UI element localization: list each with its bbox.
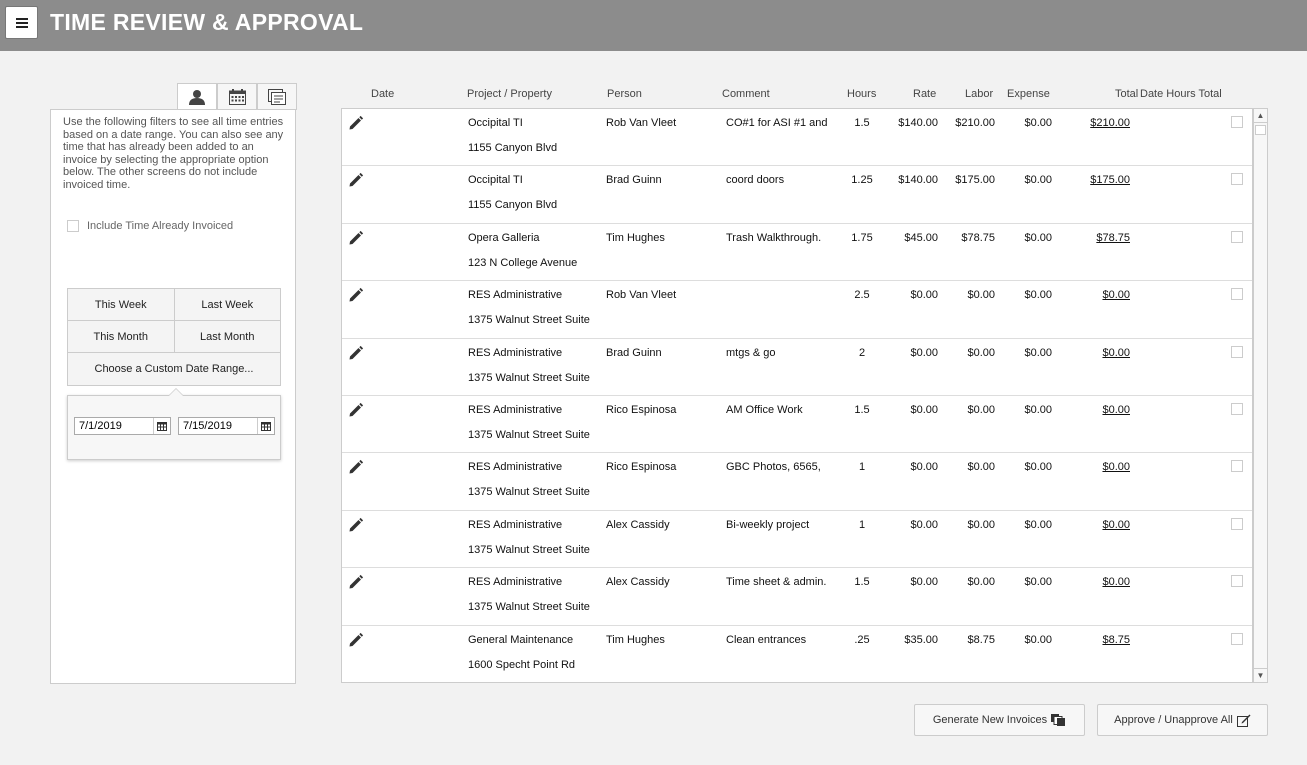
scroll-down-arrow-icon[interactable]: ▼ <box>1254 668 1267 682</box>
approve-row-checkbox[interactable] <box>1231 403 1243 415</box>
project-name: General Maintenance <box>468 633 574 646</box>
approve-row-checkbox[interactable] <box>1231 173 1243 185</box>
edit-pencil-icon[interactable] <box>348 345 364 364</box>
expense-value: $0.00 <box>1024 289 1052 302</box>
project-name: RES Administrative <box>468 346 563 359</box>
total-link[interactable]: $0.00 <box>1102 461 1130 474</box>
table-row[interactable] <box>342 626 1252 683</box>
rate-value: $140.00 <box>898 117 938 129</box>
person-name: Rico Espinosa <box>606 403 677 416</box>
comment-text: AM Office Work <box>726 403 803 416</box>
this-week-button[interactable]: This Week <box>94 298 147 311</box>
table-row[interactable] <box>342 109 1252 166</box>
expense-value: $0.00 <box>1024 174 1052 187</box>
top-bar <box>0 0 1307 51</box>
start-date-input[interactable] <box>75 420 153 432</box>
hours-value: 1 <box>858 461 866 474</box>
rate-value: $35.00 <box>904 633 938 646</box>
filter-panel <box>50 109 296 684</box>
generate-invoices-label: Generate New Invoices <box>932 714 1048 726</box>
table-row[interactable] <box>342 339 1252 396</box>
property-address: 123 N College Avenue <box>468 256 578 269</box>
end-date-field <box>178 417 275 435</box>
project-name: RES Administrative <box>468 518 563 531</box>
column-header-total[interactable]: Total <box>1115 88 1139 100</box>
expense-value: $0.00 <box>1024 346 1052 359</box>
calendar-icon <box>229 89 246 105</box>
filter-tabs <box>177 83 297 110</box>
tab-invoice-filter[interactable] <box>257 83 297 110</box>
labor-value: $8.75 <box>967 633 995 646</box>
include-invoiced-option <box>67 220 233 232</box>
project-name: RES Administrative <box>468 403 563 416</box>
rate-value: $0.00 <box>910 346 938 359</box>
hours-value: 1.25 <box>851 174 873 187</box>
project-name: RES Administrative <box>468 576 563 589</box>
hours-value: 2 <box>858 346 866 359</box>
column-header-rate[interactable]: Rate <box>913 88 937 100</box>
comment-text: coord doors <box>726 174 785 187</box>
total-link[interactable]: $0.00 <box>1102 576 1130 589</box>
hours-value: .25 <box>854 633 870 646</box>
tab-person-filter[interactable] <box>177 83 217 110</box>
total-link[interactable]: $0.00 <box>1102 346 1130 359</box>
hamburger-icon <box>16 18 28 28</box>
table-row[interactable] <box>342 166 1252 223</box>
hours-value: 1.5 <box>854 117 870 129</box>
copy-documents-icon <box>1051 714 1066 726</box>
hours-value: 2.5 <box>854 289 870 302</box>
hamburger-menu-button[interactable] <box>5 6 38 39</box>
edit-pencil-icon[interactable] <box>348 115 364 134</box>
person-name: Rob Van Vleet <box>606 117 677 129</box>
column-header-project[interactable]: Project / Property <box>467 88 552 100</box>
expense-value: $0.00 <box>1024 518 1052 531</box>
total-link[interactable]: $78.75 <box>1096 231 1130 244</box>
rate-value: $0.00 <box>910 518 938 531</box>
hours-value: 1 <box>858 518 866 531</box>
tab-date-filter[interactable] <box>217 83 257 110</box>
comment-text: GBC Photos, 6565, <box>726 461 821 474</box>
last-week-button[interactable]: Last Week <box>174 289 281 320</box>
column-header-hours[interactable]: Hours <box>847 88 877 100</box>
column-header-person[interactable]: Person <box>607 88 642 100</box>
total-link[interactable]: $0.00 <box>1102 403 1130 416</box>
calendar-icon <box>261 422 271 431</box>
approve-row-checkbox[interactable] <box>1231 575 1243 587</box>
edit-pencil-icon[interactable] <box>348 459 364 478</box>
table-row[interactable] <box>342 511 1252 568</box>
expense-value: $0.00 <box>1024 403 1052 416</box>
custom-date-range-popover <box>67 395 281 460</box>
edit-pencil-icon[interactable] <box>348 574 364 593</box>
documents-icon <box>268 89 286 105</box>
labor-value: $210.00 <box>955 117 995 129</box>
column-header-comment[interactable]: Comment <box>722 88 770 100</box>
approve-row-checkbox[interactable] <box>1231 633 1243 645</box>
comment-text: Clean entrances <box>726 633 807 646</box>
approve-row-checkbox[interactable] <box>1231 518 1243 530</box>
start-date-field <box>74 417 171 435</box>
expense-value: $0.00 <box>1024 461 1052 474</box>
edit-pencil-icon[interactable] <box>348 402 364 421</box>
expense-value: $0.00 <box>1024 633 1052 646</box>
approve-unapprove-all-label: Approve / Unapprove All <box>1114 714 1233 726</box>
expense-value: $0.00 <box>1024 576 1052 589</box>
table-row[interactable] <box>342 453 1252 510</box>
total-link[interactable]: $0.00 <box>1102 518 1130 531</box>
approve-unapprove-all-button[interactable] <box>1097 704 1268 736</box>
property-address: 1375 Walnut Street Suite <box>468 601 590 614</box>
start-date-picker-button[interactable] <box>153 418 170 434</box>
labor-value: $78.75 <box>961 231 995 244</box>
property-address: 1155 Canyon Blvd <box>468 142 558 154</box>
rate-value: $0.00 <box>910 403 938 416</box>
comment-text: Trash Walkthrough. <box>726 231 822 244</box>
edit-pencil-icon[interactable] <box>348 287 364 306</box>
comment-text: mtgs & go <box>726 346 776 359</box>
property-address: 1375 Walnut Street Suite <box>468 543 590 556</box>
table-row[interactable] <box>342 568 1252 625</box>
column-header-date-hours-total[interactable]: Date Hours Total <box>1140 88 1222 100</box>
table-header <box>341 84 1261 106</box>
person-name: Rico Espinosa <box>606 461 677 474</box>
table-row[interactable] <box>342 281 1252 338</box>
property-address: 1375 Walnut Street Suite <box>468 314 590 327</box>
comment-text: Time sheet & admin. <box>726 576 827 589</box>
edit-pencil-icon[interactable] <box>348 517 364 536</box>
expense-value: $0.00 <box>1024 117 1052 129</box>
edit-pencil-icon[interactable] <box>348 230 364 249</box>
person-name: Tim Hughes <box>606 231 665 244</box>
person-icon <box>188 89 206 105</box>
approve-row-checkbox[interactable] <box>1231 346 1243 358</box>
time-entries-table <box>341 108 1253 683</box>
person-name: Tim Hughes <box>606 633 665 646</box>
table-row[interactable] <box>342 224 1252 281</box>
property-address: 1155 Canyon Blvd <box>468 199 558 212</box>
comment-text: CO#1 for ASI #1 and <box>726 117 828 129</box>
comment-text: Bi-weekly project <box>726 518 810 531</box>
person-name: Alex Cassidy <box>606 576 670 589</box>
custom-date-range-button[interactable]: Choose a Custom Date Range... <box>94 363 254 375</box>
labor-value: $0.00 <box>967 461 995 474</box>
column-header-date[interactable]: Date <box>371 88 395 100</box>
labor-value: $0.00 <box>967 346 995 359</box>
total-link[interactable]: $0.00 <box>1102 289 1130 302</box>
project-name: Occipital TI <box>468 117 523 129</box>
generate-invoices-button[interactable] <box>914 704 1085 736</box>
include-invoiced-label: Include Time Already Invoiced <box>87 220 234 232</box>
edit-square-icon <box>1237 714 1251 727</box>
rate-value: $140.00 <box>898 174 938 187</box>
hours-value: 1.75 <box>851 231 873 244</box>
approve-row-checkbox[interactable] <box>1231 116 1243 128</box>
table-row[interactable] <box>342 396 1252 453</box>
expense-value: $0.00 <box>1024 231 1052 244</box>
rate-value: $0.00 <box>910 289 938 302</box>
labor-value: $175.00 <box>955 174 995 187</box>
scroll-up-arrow-icon[interactable]: ▲ <box>1254 109 1267 123</box>
quick-date-ranges <box>67 288 281 386</box>
total-link[interactable]: $210.00 <box>1090 117 1130 129</box>
this-month-button[interactable]: This Month <box>93 330 148 343</box>
project-name: Occipital TI <box>468 174 523 187</box>
column-header-labor[interactable]: Labor <box>965 88 994 100</box>
project-name: RES Administrative <box>468 461 563 474</box>
edit-pencil-icon[interactable] <box>348 172 364 191</box>
person-name: Rob Van Vleet <box>606 289 677 302</box>
property-address: 1375 Walnut Street Suite <box>468 486 590 499</box>
include-invoiced-checkbox[interactable] <box>67 220 79 232</box>
scrollbar-thumb[interactable] <box>1255 125 1266 135</box>
filter-description: Use the following filters to see all time entries based on a date range. You can also see any time that has already been added to an invoice by selecting the appropriate option below. The other screens do not include invoiced time. <box>63 116 284 191</box>
total-link[interactable]: $8.75 <box>1102 633 1130 646</box>
labor-value: $0.00 <box>967 576 995 589</box>
end-date-input[interactable] <box>179 420 257 432</box>
approve-row-checkbox[interactable] <box>1231 231 1243 243</box>
labor-value: $0.00 <box>967 518 995 531</box>
approve-row-checkbox[interactable] <box>1231 288 1243 300</box>
person-name: Brad Guinn <box>606 174 662 187</box>
end-date-picker-button[interactable] <box>257 418 274 434</box>
last-month-button[interactable]: Last Month <box>174 321 281 352</box>
property-address: 1600 Specht Point Rd <box>468 658 576 671</box>
edit-pencil-icon[interactable] <box>348 632 364 651</box>
property-address: 1375 Walnut Street Suite <box>468 371 590 384</box>
project-name: Opera Galleria <box>468 231 540 244</box>
approve-row-checkbox[interactable] <box>1231 460 1243 472</box>
labor-value: $0.00 <box>967 289 995 302</box>
total-link[interactable]: $175.00 <box>1090 174 1130 187</box>
rate-value: $45.00 <box>904 231 938 244</box>
property-address: 1375 Walnut Street Suite <box>468 428 590 441</box>
person-name: Alex Cassidy <box>606 518 670 531</box>
page-title: TIME REVIEW & APPROVAL <box>50 9 364 35</box>
rate-value: $0.00 <box>910 576 938 589</box>
person-name: Brad Guinn <box>606 346 662 359</box>
table-scrollbar[interactable] <box>1253 108 1268 683</box>
column-header-expense[interactable]: Expense <box>1007 88 1050 100</box>
labor-value: $0.00 <box>967 403 995 416</box>
calendar-icon <box>157 422 167 431</box>
hours-value: 1.5 <box>854 403 870 416</box>
hours-value: 1.5 <box>854 576 870 589</box>
rate-value: $0.00 <box>910 461 938 474</box>
project-name: RES Administrative <box>468 289 563 302</box>
